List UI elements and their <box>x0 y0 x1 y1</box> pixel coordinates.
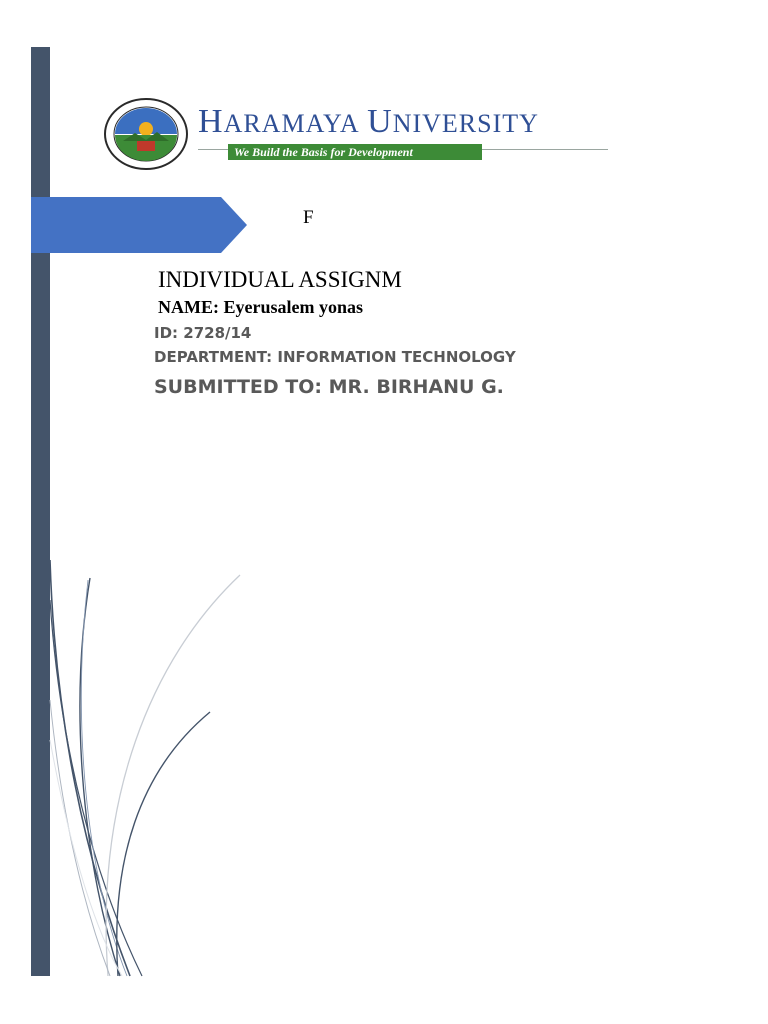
university-name-rest-1: ARAMAYA <box>223 109 360 138</box>
university-name-initial-h: H <box>198 103 224 140</box>
university-motto: We Build the Basis for Development <box>234 145 413 159</box>
motto-banner <box>228 144 482 160</box>
banner-letter: F <box>303 207 314 228</box>
student-id: ID: 2728/14 <box>154 324 252 342</box>
university-name <box>198 103 539 141</box>
department: DEPARTMENT: INFORMATION TECHNOLOGY <box>154 348 516 366</box>
assignment-title: INDIVIDUAL ASSIGNM <box>158 267 402 292</box>
university-name-rest-2: NIVERSITY <box>392 109 539 138</box>
submitted-to: SUBMITTED TO: MR. BIRHANU G. <box>154 376 504 398</box>
university-logo <box>100 95 620 175</box>
university-seal-icon <box>103 97 189 171</box>
arrow-banner <box>31 197 247 253</box>
student-name: NAME: Eyerusalem yonas <box>158 297 363 317</box>
university-name-initial-u: U <box>367 103 393 140</box>
